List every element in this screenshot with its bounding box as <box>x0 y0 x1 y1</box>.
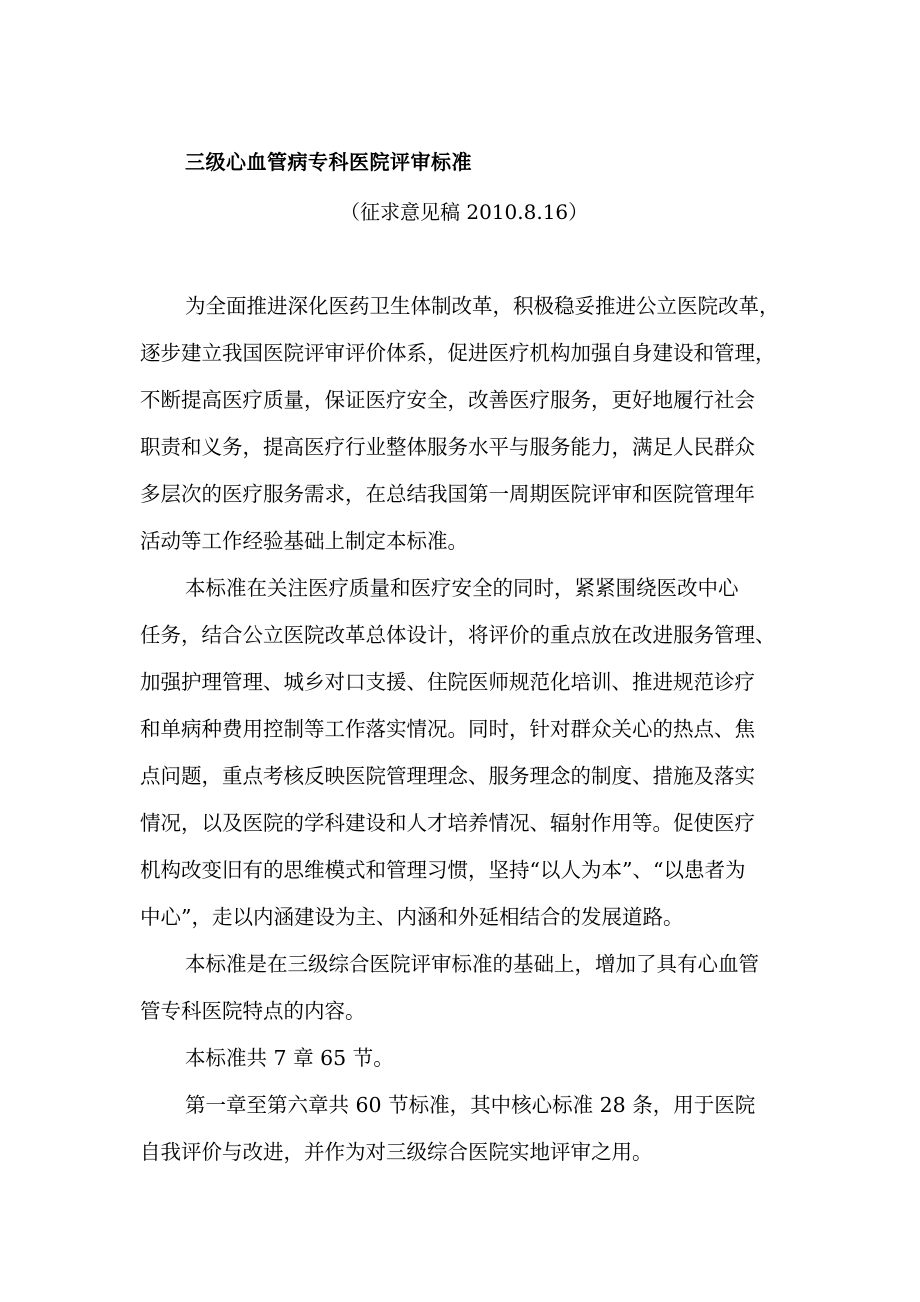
text-line: 情况，以及医院的学科建设和人才培养情况、辐射作用等。促使医疗 <box>140 811 755 835</box>
document-subtitle: （征求意见稿 2010.8.16） <box>340 200 589 224</box>
text-line: 机构改变旧有的思维模式和管理习惯，坚持“以人为本”、“以患者为 <box>140 858 746 882</box>
text-line: 本标准共 7 章 65 节。 <box>185 1046 394 1070</box>
text-line: 多层次的医疗服务需求，在总结我国第一周期医院评审和医院管理年 <box>140 482 755 506</box>
text-line: 活动等工作经验基础上制定本标准。 <box>140 529 468 553</box>
text-line: 和单病种费用控制等工作落实情况。同时，针对群众关心的热点、焦 <box>140 717 755 741</box>
text-line: 为全面推进深化医药卫生体制改革，积极稳妥推进公立医院改革， <box>185 294 780 318</box>
text-line: 自我评价与改进，并作为对三级综合医院实地评审之用。 <box>140 1140 653 1164</box>
text-line: 管专科医院特点的内容。 <box>140 999 366 1023</box>
paragraph-core-standards <box>140 1091 800 1185</box>
text-line: 中心”，走以内涵建设为主、内涵和外延相结合的发展道路。 <box>140 905 684 929</box>
paragraph-focus <box>140 574 800 950</box>
paragraph-basis <box>140 950 800 1044</box>
text-line: 本标准是在三级综合医院评审标准的基础上，增加了具有心血管 <box>185 952 759 976</box>
document-title: 三级心血管病专科医院评审标准 <box>185 150 472 174</box>
text-line: 点问题，重点考核反映医院管理理念、服务理念的制度、措施及落实 <box>140 764 755 788</box>
text-line: 加强护理管理、城乡对口支援、住院医师规范化培训、推进规范诊疗 <box>140 670 755 694</box>
paragraph-structure <box>140 1044 800 1091</box>
text-line: 第一章至第六章共 60 节标准，其中核心标准 28 条，用于医院 <box>185 1093 756 1117</box>
text-line: 本标准在关注医疗质量和医疗安全的同时，紧紧围绕医改中心 <box>185 576 739 600</box>
document-body <box>140 292 800 1185</box>
text-line: 职责和义务，提高医疗行业整体服务水平与服务能力，满足人民群众 <box>140 435 755 459</box>
text-line: 逐步建立我国医院评审评价体系，促进医疗机构加强自身建设和管理， <box>140 341 776 365</box>
text-line: 不断提高医疗质量，保证医疗安全，改善医疗服务，更好地履行社会 <box>140 388 755 412</box>
text-line: 任务，结合公立医院改革总体设计，将评价的重点放在改进服务管理、 <box>140 623 776 647</box>
paragraph-intro <box>140 292 800 574</box>
